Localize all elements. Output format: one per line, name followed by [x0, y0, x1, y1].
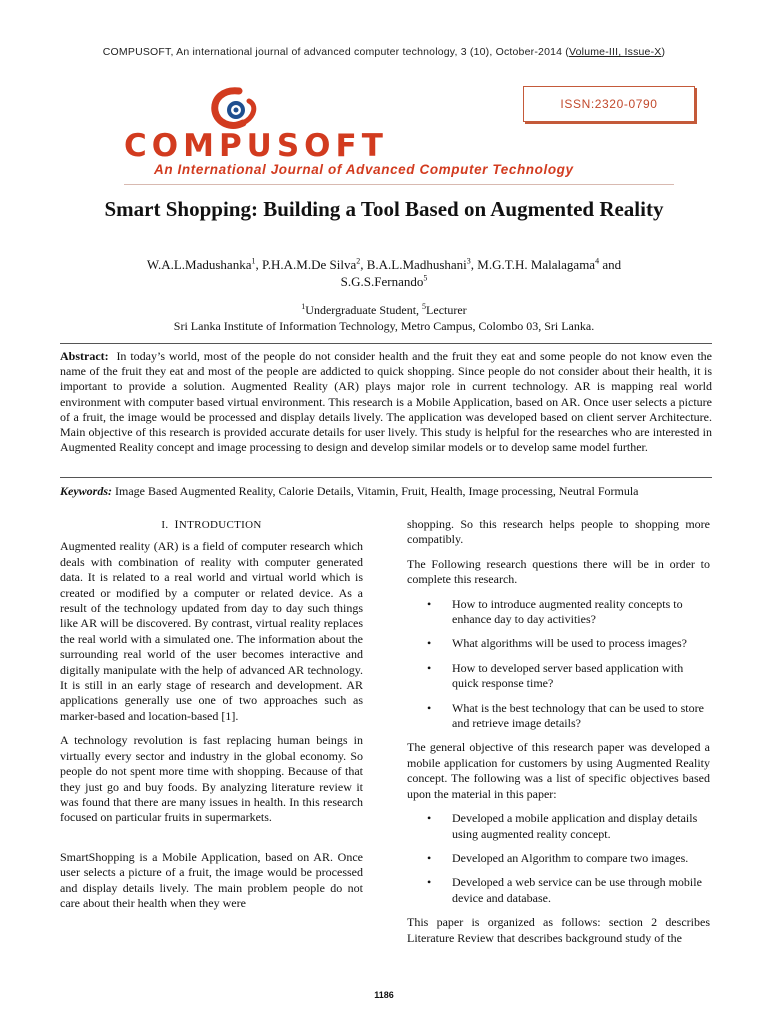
objectives-list	[407, 811, 710, 906]
keywords	[60, 484, 712, 499]
logo-wordmark: COMPUSOFT	[124, 128, 388, 164]
abstract-text: In today’s world, most of the people do not consider health and the fruit they eat and some people do not know even the name of the fruit they eat and most of the people are addicted to quick shopping. Since people do not consider about their health, it is important to provide a solution. Augmented Reality (AR) plays major role in current technology. AR is mapping real world environment with computer based virtual environment. This research is a Mobile Application, based on AR. Once user selects a picture of a fruit, the image would be processed and display details lively. The application was developed based on client server Architecture. Main objective of this research is provided accurate details for user lively. This study is helpful for the researches who are interested in Augmented Reality concept and image processing to design and develop similar models or to develop same model further.	[60, 349, 712, 455]
journal-citation-suffix: )	[661, 46, 666, 58]
author-separator: and	[599, 257, 622, 272]
right-column	[407, 517, 710, 955]
section-heading-initial: I	[174, 517, 179, 531]
header-divider	[124, 184, 674, 185]
role-label: Undergraduate Student,	[305, 303, 423, 317]
journal-tagline: An International Journal of Advanced Computer Technology	[154, 162, 574, 177]
abstract	[60, 349, 712, 455]
author-roles	[60, 302, 708, 318]
institution: Sri Lanka Institute of Information Technology, Metro Campus, Colombo 03, Sri Lanka.	[173, 319, 595, 333]
author-name: P.H.A.M.De Silva	[261, 257, 357, 272]
body-paragraph: The Following research questions there will be in order to complete this research.	[407, 556, 710, 587]
author-list	[90, 256, 678, 290]
role-label: Lecturer	[426, 303, 467, 317]
author-affiliation-mark: 5	[423, 273, 428, 283]
abstract-top-rule	[60, 343, 712, 344]
list-item: • How to introduce augmented reality concepts to enhance day to day activities?	[407, 597, 710, 628]
section-number: I.	[161, 519, 169, 531]
author-name: M.G.T.H. Malalagama	[477, 257, 596, 272]
author-affiliation-mark: 1	[251, 256, 256, 266]
keywords-text: Image Based Augmented Reality, Calorie Details, Vitamin, Fruit, Health, Image processing, Neutral Formula	[115, 484, 639, 498]
body-paragraph: This paper is organized as follows: section 2 describes Literature Review that describes background study of the	[407, 915, 710, 945]
author-separator: ,	[255, 257, 262, 272]
body-paragraph: shopping. So this research helps people to shopping more compatibly.	[407, 517, 710, 547]
list-item: • Developed a web service can be use through mobile device and database.	[407, 875, 710, 906]
author-separator: ,	[360, 257, 367, 272]
author-separator: ,	[470, 257, 478, 272]
author-affiliation-mark: 2	[356, 256, 361, 266]
research-questions-list	[407, 597, 710, 732]
list-item: • Developed a mobile application and display details using augmented reality concept.	[407, 811, 710, 842]
section-heading-introduction	[60, 517, 363, 533]
body-paragraph: Augmented reality (AR) is a field of computer research which deals with combination of reality with computer generated data. It is related to a real world and virtual world which is created or modified by a computer or related device. As a result of the technology updated from day to day such things like AR will be discovered. By contrast, virtual reality replaces the real world with a simulated one. The information about the surrounding real world of the user becomes interactive and digitally manipulate with the help of advanced AR technology. It is still in an early stage of research and development. AR applications generally use one of two approaches such as marker-based and location-based [1].	[60, 539, 363, 723]
list-item: • What algorithms will be used to process images?	[407, 636, 710, 651]
author-name: W.A.L.Madushanka	[146, 257, 252, 272]
author-affiliation-mark: 3	[466, 256, 471, 266]
role-mark: 5	[422, 302, 427, 311]
list-item: • Developed an Algorithm to compare two images.	[407, 851, 710, 866]
keywords-label: Keywords:	[60, 484, 112, 498]
journal-volume: Volume-III, Issue-X	[569, 46, 662, 58]
abstract-bottom-rule	[60, 477, 712, 478]
affiliation-block	[60, 302, 708, 334]
abstract-label: Abstract:	[60, 349, 109, 363]
body-paragraph: A technology revolution is fast replacing human beings in virtually every sector and industry in the global economy. So people do not spent more time with shopping. Because of that they just go and buy foods. By analyzing literature review it was found that there are many issues in health. In this research focused on particular fruits in supermarkets.	[60, 733, 363, 825]
author-name: B.A.L.Madhushani	[366, 257, 467, 272]
body-paragraph: The general objective of this research paper was developed a mobile application for customers by using Augmented Reality concept. The following was a list of specific objectives based upon the material in this paper:	[407, 740, 710, 801]
section-heading-rest: NTRODUCTION	[178, 519, 262, 531]
journal-citation-prefix: COMPUSOFT, An international journal of advanced computer technology, 3 (10), October-2014 (	[102, 46, 569, 58]
body-paragraph: SmartShopping is a Mobile Application, based on AR. Once user selects a picture of a fruit, the image would be processed and display details lively. The main problem people do not care about their health when they were	[60, 849, 363, 910]
role-mark: 1	[301, 302, 306, 311]
author-name: S.G.S.Fernando	[340, 274, 424, 289]
paper-title: Smart Shopping: Building a Tool Based on Augmented Reality	[104, 197, 664, 221]
author-affiliation-mark: 4	[595, 256, 600, 266]
page-number: 1186	[374, 990, 394, 1000]
list-item: • How to developed server based application with quick response time?	[407, 661, 710, 692]
left-column	[60, 517, 363, 920]
issn-badge: ISSN:2320-0790	[523, 86, 695, 122]
journal-citation-line	[0, 46, 768, 58]
list-item: • What is the best technology that can be used to store and retrieve image details?	[407, 701, 710, 732]
